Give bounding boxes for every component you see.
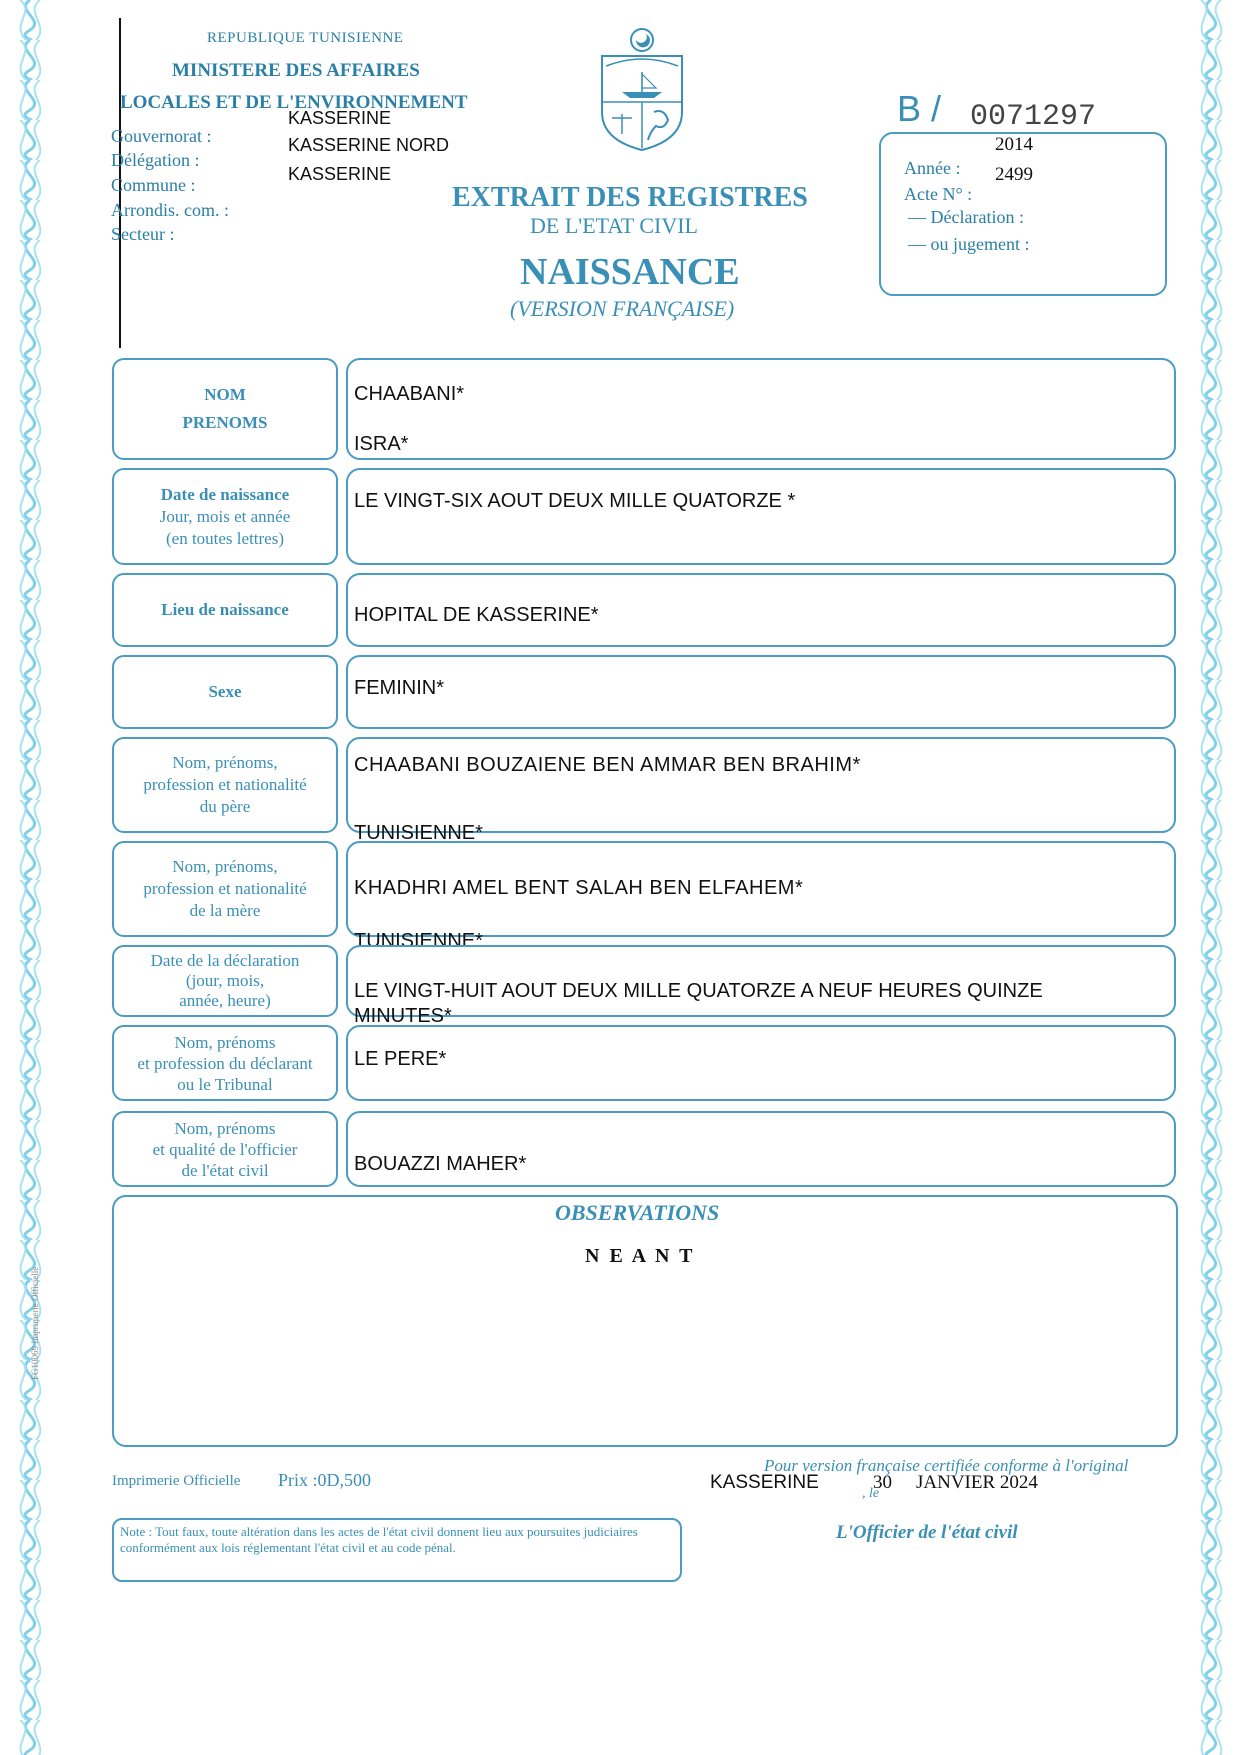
declaration-date-value-2: MINUTES* (354, 1005, 452, 1027)
gouvernorat-label: Gouvernorat : (111, 126, 212, 146)
acte-number-label: Acte N° : (904, 184, 973, 204)
signature-month-year: JANVIER 2024 (916, 1472, 1038, 1493)
version-label: (VERSION FRANÇAISE) (510, 296, 735, 321)
signature-place: KASSERINE (710, 1472, 819, 1493)
jugement-label: — ou jugement : (908, 234, 1030, 254)
nom-prenoms-value-cell (346, 358, 1176, 460)
ministry-line-1: MINISTERE DES AFFAIRES (172, 60, 420, 81)
arrondissement-label: Arrondis. com. : (111, 200, 229, 220)
officier-value: BOUAZZI MAHER* (354, 1153, 527, 1175)
pere-value: CHAABANI BOUZAIENE BEN AMMAR BEN BRAHIM* (354, 754, 861, 776)
commune-label: Commune : (111, 175, 196, 195)
mere-label-3: de la mère (189, 901, 261, 920)
sexe-value: FEMININ* (354, 677, 444, 699)
declaration-label: — Déclaration : (908, 207, 1024, 227)
ministry-line-2: LOCALES ET DE L'ENVIRONNEMENT (120, 92, 468, 113)
declarant-value: LE PERE* (354, 1048, 447, 1070)
declarant-label-cell (112, 1025, 338, 1101)
mere-label-1: Nom, prénoms, (172, 857, 278, 876)
lieu-naissance-label: Lieu de naissance (161, 600, 289, 619)
signature-day: 30 (873, 1472, 892, 1493)
title-line-2: DE L'ETAT CIVIL (530, 213, 698, 238)
declarant-value-cell (346, 1025, 1176, 1101)
certification-le: , le (862, 1486, 880, 1501)
observations-box (112, 1195, 1178, 1447)
nom-value: CHAABANI* (354, 383, 465, 405)
lieu-naissance-label-cell (112, 573, 338, 647)
serial-number: 0071297 (970, 100, 1097, 134)
prix-label: Prix :0D,500 (278, 1470, 372, 1490)
side-code-text: FG10069 Imprimerie Officielle (30, 1266, 40, 1380)
declaration-date-value-1: LE VINGT-HUIT AOUT DEUX MILLE QUATORZE A NEUF HEURES QUINZE (354, 980, 1043, 1002)
gouvernorat-value: KASSERINE (288, 108, 392, 128)
observations-value: N E A N T (585, 1245, 693, 1267)
commune-value: KASSERINE (288, 164, 392, 184)
certification-text: Pour version française certifiée conforme à l'original (764, 1456, 1129, 1475)
nom-prenoms-label-cell (112, 358, 338, 460)
declarant-label-1: Nom, prénoms (174, 1032, 276, 1052)
mere-nationality: TUNISIENNE* (354, 930, 483, 952)
mere-label-2: profession et nationalité (143, 879, 307, 898)
sexe-value-cell (346, 655, 1176, 729)
declarant-label-3: ou le Tribunal (177, 1074, 273, 1094)
declaration-date-label-1: Date de la déclaration (150, 951, 300, 970)
pere-nationality: TUNISIENNE* (354, 822, 483, 844)
declaration-date-label-3: année, heure) (179, 991, 271, 1010)
declarant-label-2: et profession du déclarant (137, 1053, 313, 1073)
pere-value-cell (346, 737, 1176, 833)
date-naissance-label: Date de naissance (160, 484, 290, 504)
mere-value: KHADHRI AMEL BENT SALAH BEN ELFAHEM* (354, 877, 804, 899)
document-title: NAISSANCE (520, 251, 740, 293)
observations-title: OBSERVATIONS (555, 1200, 720, 1225)
pere-label-3: du père (199, 797, 251, 816)
declaration-date-label-2: (jour, mois, (185, 971, 265, 990)
serial-prefix: B / (897, 88, 942, 129)
date-naissance-sublabel-2: (en toutes lettres) (165, 528, 284, 548)
sexe-label: Sexe (208, 682, 242, 701)
left-decorative-border (6, 0, 54, 1755)
declaration-date-label-cell (112, 945, 338, 1017)
prenom-value: ISRA* (354, 433, 409, 455)
prenoms-label: PRENOMS (182, 413, 268, 432)
officier-label-cell (112, 1111, 338, 1187)
annee-label: Année : (904, 158, 961, 178)
annee-value: 2014 (995, 134, 1033, 155)
right-decorative-border (1187, 0, 1235, 1755)
date-naissance-value-cell (346, 468, 1176, 565)
pere-label-2: profession et nationalité (143, 775, 307, 794)
officier-signature-label: L'Officier de l'état civil (836, 1522, 1018, 1543)
nom-label: NOM (204, 385, 246, 404)
acte-number-value: 2499 (995, 164, 1033, 185)
imprimerie-label: Imprimerie Officielle (112, 1473, 241, 1489)
officier-label-1: Nom, prénoms (174, 1118, 276, 1138)
delegation-value: KASSERINE NORD (288, 135, 450, 155)
delegation-label: Délégation : (111, 150, 200, 170)
officier-label-2: et qualité de l'officier (152, 1139, 298, 1159)
sexe-label-cell (112, 655, 338, 729)
pere-label-cell (112, 737, 338, 833)
title-line-1: EXTRAIT DES REGISTRES (452, 182, 808, 213)
officier-label-3: de l'état civil (181, 1160, 269, 1180)
mere-label-cell (112, 841, 338, 937)
republic-label: REPUBLIQUE TUNISIENNE (207, 30, 404, 46)
lieu-naissance-value: HOPITAL DE KASSERINE* (354, 604, 599, 626)
coat-of-arms-icon (592, 22, 692, 154)
date-naissance-value: LE VINGT-SIX AOUT DEUX MILLE QUATORZE * (354, 490, 796, 512)
legal-note-text: Note : Tout faux, toute altération dans les actes de l'état civil donnent lieu aux poursuites judiciaires conformément aux lois réglementant l'état civil et au code pénal. (120, 1524, 638, 1555)
date-naissance-sublabel-1: Jour, mois et année (159, 506, 291, 526)
pere-label-1: Nom, prénoms, (172, 753, 278, 772)
secteur-label: Secteur : (111, 224, 175, 244)
date-naissance-label-cell (112, 468, 338, 565)
